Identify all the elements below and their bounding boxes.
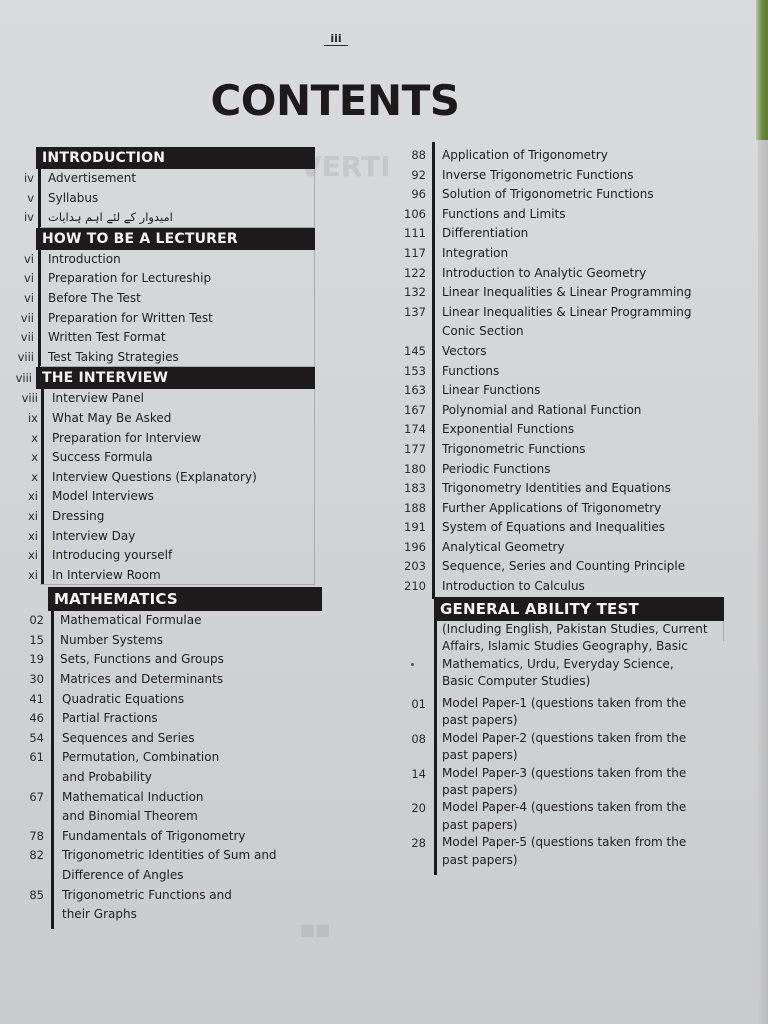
entry-title: Introducing yourself [52, 548, 173, 563]
toc-entry[interactable] [0, 448, 330, 468]
description-line: Mathematics, Urdu, Everyday Science, [442, 656, 674, 671]
entry-title: Analytical Geometry [442, 539, 565, 554]
entry-title: Introduction to Calculus [442, 579, 585, 594]
entry-page: 28 [411, 836, 426, 851]
background-surface [756, 0, 768, 140]
entry-page: x [31, 450, 38, 465]
toc-entry[interactable] [398, 244, 738, 264]
entry-title: What May Be Asked [52, 410, 172, 425]
bleed-through-logo: ■■ [300, 920, 331, 939]
toc-left-column [0, 147, 330, 925]
entry-title: Differentiation [442, 226, 529, 241]
entry-title-urdu: امیدوار کے لئے اہم ہدایات [48, 210, 173, 225]
entry-page: 30 [29, 672, 44, 687]
toc-entry[interactable] [398, 166, 738, 186]
entry-title: Interview Questions (Explanatory) [52, 469, 257, 484]
entry-title: System of Equations and Inequalities [442, 520, 665, 535]
toc-entry[interactable] [398, 460, 738, 480]
entry-page: 191 [404, 520, 426, 535]
entry-page: vi [23, 290, 34, 305]
toc-entry[interactable] [0, 389, 330, 409]
entry-title: Test Taking Strategies [48, 349, 179, 364]
entry-title: Application of Trigonometry [442, 148, 608, 162]
entry-page: 163 [404, 383, 426, 398]
toc-entry[interactable] [0, 429, 330, 449]
entry-title: Dressing [52, 508, 105, 523]
entry-title: Fundamentals of Trigonometry [62, 828, 246, 843]
toc-entry[interactable] [398, 799, 738, 834]
page-edge-shadow [758, 140, 768, 1024]
section-mathematics-continued [398, 146, 738, 597]
toc-entry[interactable] [0, 748, 330, 787]
entry-page: 188 [404, 500, 426, 515]
toc-entry-urdu[interactable] [0, 208, 330, 228]
section-mathematics [0, 611, 330, 925]
entry-title: Quadratic Equations [62, 691, 185, 706]
entry-page: xi [27, 528, 38, 543]
entry-title-cont: and Probability [62, 770, 152, 785]
toc-entry[interactable] [398, 362, 738, 382]
entry-page: 96 [411, 187, 426, 202]
toc-entry[interactable] [0, 289, 330, 309]
entry-title: Introduction [48, 251, 121, 266]
toc-entry[interactable] [398, 146, 738, 166]
entry-page: 210 [404, 579, 426, 594]
entry-page: 15 [29, 632, 44, 647]
entry-page: 132 [404, 285, 426, 300]
toc-entry[interactable] [0, 827, 330, 847]
entry-title: Number Systems [60, 632, 164, 647]
entry-title: Linear Inequalities & Linear Programming [442, 285, 692, 300]
entry-title: Inverse Trigonometric Functions [442, 167, 634, 182]
description-line: Basic Computer Studies) [442, 674, 591, 689]
entry-title: Functions [442, 363, 500, 378]
entry-title: Preparation for Lectureship [48, 271, 212, 286]
bleed-through-text: VERTI [300, 150, 391, 183]
section-introduction [0, 169, 330, 228]
entry-title-cont: past papers) [442, 783, 518, 798]
entry-page: 106 [404, 206, 426, 221]
section-header-interview: THE INTERVIEW [36, 367, 315, 389]
entry-page: 61 [29, 750, 44, 765]
entry-page: ix [27, 410, 38, 425]
entry-title: Further Applications of Trigonometry [442, 500, 662, 515]
toc-entry[interactable] [0, 527, 330, 547]
entry-title-cont: past papers) [442, 748, 518, 763]
entry-page: 180 [404, 461, 426, 476]
entry-page: viii [21, 391, 38, 406]
entry-title: Exponential Functions [442, 422, 575, 437]
entry-title: Interview Day [52, 528, 136, 543]
entry-page: 82 [29, 848, 44, 863]
entry-title: Periodic Functions [442, 461, 551, 476]
entry-title: Mathematical Formulae [60, 613, 202, 628]
entry-page: 111 [404, 226, 426, 241]
toc-entry[interactable] [398, 283, 738, 303]
toc-entry[interactable] [0, 468, 330, 488]
toc-entry[interactable] [398, 264, 738, 284]
entry-title: Solution of Trigonometric Functions [442, 187, 654, 202]
entry-page: vi [23, 271, 34, 286]
entry-page: 14 [411, 766, 426, 781]
toc-entry-description [398, 621, 738, 691]
entry-title: Preparation for Interview [52, 430, 202, 445]
entry-page: 137 [404, 304, 426, 319]
entry-title-cont: their Graphs [62, 907, 137, 922]
entry-page: 145 [404, 343, 426, 358]
entry-page: 41 [29, 691, 44, 706]
toc-entry[interactable] [0, 709, 330, 729]
entry-page: 67 [29, 789, 44, 804]
description-line: (Including English, Pakistan Studies, Current [442, 621, 708, 636]
entry-title: Permutation, Combination [62, 750, 220, 765]
entry-page: 54 [29, 730, 44, 745]
entry-page: 85 [29, 887, 44, 902]
toc-entry[interactable] [0, 788, 330, 827]
entry-title: Preparation for Written Test [48, 310, 213, 325]
toc-entry[interactable] [0, 631, 330, 651]
entry-title-cont: past papers) [442, 713, 518, 728]
entry-page: x [31, 469, 38, 484]
entry-title: Written Test Format [48, 330, 166, 345]
toc-entry[interactable] [0, 409, 330, 429]
entry-page: 88 [411, 148, 426, 162]
entry-page: iv [23, 171, 34, 185]
entry-title: Polynomial and Rational Function [442, 402, 642, 417]
entry-title: Model Interviews [52, 489, 154, 504]
toc-entry[interactable] [398, 499, 738, 519]
entry-title: Vectors [442, 343, 487, 358]
entry-page: 153 [404, 363, 426, 378]
entry-title: Sequences and Series [62, 730, 195, 745]
toc-entry[interactable] [0, 670, 330, 690]
toc-entry[interactable] [398, 185, 738, 205]
entry-title: Before The Test [48, 290, 141, 305]
section-header-page: viii [15, 371, 32, 386]
entry-title: Trigonometric Functions [442, 441, 586, 456]
entry-title-cont: and Binomial Theorem [62, 809, 198, 824]
toc-entry[interactable] [398, 205, 738, 225]
page-number: iii [324, 34, 348, 46]
entry-page: 203 [404, 559, 426, 574]
toc-entry[interactable] [0, 309, 330, 329]
toc-entry[interactable] [398, 695, 738, 730]
entry-page: iv [23, 210, 34, 225]
entry-title: Sets, Functions and Groups [60, 652, 224, 667]
toc-entry[interactable] [0, 348, 330, 368]
entry-page: 08 [411, 731, 426, 746]
toc-entry[interactable] [398, 557, 738, 577]
section-header-row-interview [0, 367, 330, 389]
section-header-general-ability-test: GENERAL ABILITY TEST [434, 597, 724, 621]
toc-entry[interactable] [0, 566, 330, 586]
entry-title: In Interview Room [52, 567, 161, 582]
entry-title: Integration [442, 245, 509, 260]
toc-entry[interactable] [0, 886, 330, 925]
entry-title-cont: past papers) [442, 817, 518, 832]
toc-entry[interactable] [398, 479, 738, 499]
entry-title: Matrices and Determinants [60, 672, 224, 687]
entry-title: Partial Fractions [62, 711, 158, 726]
entry-title: Trigonometric Functions and [62, 887, 232, 902]
entry-page: 19 [29, 652, 44, 667]
entry-page: 20 [411, 801, 426, 816]
entry-page: 177 [404, 441, 426, 456]
entry-title-cont: Conic Section [442, 324, 524, 339]
entry-page: vii [20, 330, 34, 345]
toc-entry[interactable] [398, 224, 738, 244]
stray-mark [411, 663, 414, 666]
entry-page: 117 [404, 245, 426, 260]
toc-entry[interactable] [0, 189, 330, 209]
entry-page: viii [17, 349, 34, 364]
toc-entry[interactable] [0, 328, 330, 348]
toc-entry[interactable] [0, 546, 330, 566]
section-header-mathematics: MATHEMATICS [48, 587, 322, 611]
toc-entry[interactable] [398, 440, 738, 460]
toc-entry[interactable] [0, 650, 330, 670]
entry-page: 122 [404, 265, 426, 280]
entry-title: Success Formula [52, 450, 153, 465]
entry-title: Sequence, Series and Counting Principle [442, 559, 686, 574]
entry-title: Trigonometry Identities and Equations [442, 481, 671, 496]
entry-title: Functions and Limits [442, 206, 566, 221]
entry-page: vii [20, 310, 34, 325]
toc-entry[interactable] [398, 765, 738, 800]
entry-title: Model Paper-1 (questions taken from the [442, 696, 687, 711]
entry-page: 46 [29, 711, 44, 726]
entry-title: Advertisement [48, 171, 137, 185]
toc-entry[interactable] [0, 507, 330, 527]
toc-entry[interactable] [398, 381, 738, 401]
entry-title: Mathematical Induction [62, 789, 204, 804]
entry-page: 01 [411, 697, 426, 712]
toc-entry[interactable] [0, 729, 330, 749]
toc-entry[interactable] [398, 303, 738, 342]
toc-entry[interactable] [0, 269, 330, 289]
toc-right-column [398, 146, 738, 869]
toc-entry[interactable] [0, 169, 330, 189]
toc-entry[interactable] [0, 611, 330, 631]
entry-title: Model Paper-5 (questions taken from the [442, 835, 687, 850]
entry-page: 183 [404, 481, 426, 496]
section-general-ability-test [398, 621, 738, 869]
entry-title: Linear Inequalities & Linear Programming [442, 304, 692, 319]
section-header-introduction: INTRODUCTION [36, 147, 315, 169]
toc-entry[interactable] [398, 342, 738, 362]
entry-page: 78 [29, 828, 44, 843]
entry-page: 02 [29, 613, 44, 628]
entry-title: Model Paper-2 (questions taken from the [442, 730, 687, 745]
toc-entry[interactable] [0, 690, 330, 710]
toc-entry[interactable] [398, 834, 738, 869]
entry-title-cont: past papers) [442, 852, 518, 867]
entry-title: Interview Panel [52, 391, 144, 406]
entry-page: x [31, 430, 38, 445]
entry-page: 167 [404, 402, 426, 417]
entry-page: 174 [404, 422, 426, 437]
toc-entry[interactable] [398, 518, 738, 538]
entry-title-cont: Difference of Angles [62, 868, 184, 882]
entry-title: Model Paper-4 (questions taken from the [442, 800, 687, 815]
entry-page: v [27, 190, 34, 205]
entry-page: xi [27, 489, 38, 504]
section-header-lecturer: HOW TO BE A LECTURER [36, 228, 315, 250]
entry-page: xi [27, 508, 38, 523]
toc-entry[interactable] [398, 577, 738, 597]
entry-title: Introduction to Analytic Geometry [442, 265, 647, 280]
section-lecturer [0, 250, 330, 368]
section-interview [0, 389, 330, 585]
entry-title: Linear Functions [442, 383, 541, 398]
entry-title: Model Paper-3 (questions taken from the [442, 765, 687, 780]
entry-page: 92 [411, 167, 426, 182]
toc-entry[interactable] [398, 420, 738, 440]
entry-page: 196 [404, 539, 426, 554]
description-line: Affairs, Islamic Studies Geography, Basic [442, 639, 688, 654]
entry-title: Trigonometric Identities of Sum and [62, 848, 277, 863]
toc-entry[interactable] [398, 401, 738, 421]
toc-entry[interactable] [0, 487, 330, 507]
toc-entry[interactable] [0, 846, 330, 885]
entry-page: vi [23, 251, 34, 266]
toc-entry[interactable] [0, 250, 330, 270]
toc-entry[interactable] [398, 730, 738, 765]
page-title: CONTENTS [210, 76, 460, 125]
toc-entry[interactable] [398, 538, 738, 558]
entry-title: Syllabus [48, 190, 99, 205]
entry-page: xi [27, 567, 38, 582]
entry-page: xi [27, 548, 38, 563]
